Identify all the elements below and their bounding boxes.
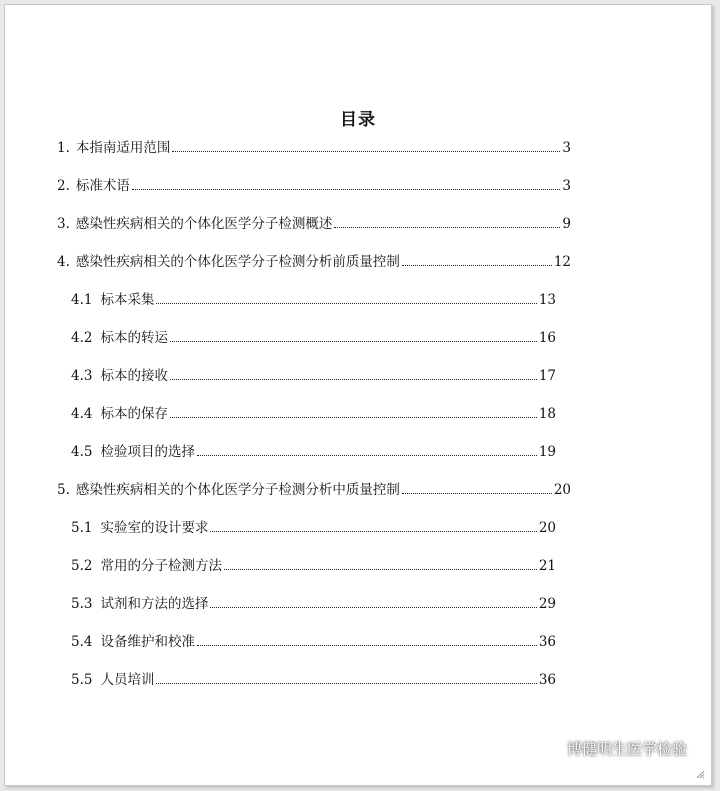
resize-grip-icon[interactable] [695, 769, 705, 779]
toc-entry-text: 人员培训 [100, 672, 155, 688]
toc-leader-dots [156, 683, 536, 684]
toc-entry[interactable] [71, 595, 556, 613]
toc-leader-dots [170, 417, 537, 418]
toc-entry-number: 2. [57, 178, 70, 194]
toc-entry[interactable] [71, 671, 556, 689]
toc-entry-text: 检验项目的选择 [100, 444, 195, 460]
toc-entry[interactable] [71, 443, 556, 461]
toc-entry-text: 感染性疾病相关的个体化医学分子检测分析中质量控制 [75, 482, 400, 498]
toc-entry-page: 3 [562, 140, 571, 156]
toc-entry-number: 5.1 [71, 520, 93, 536]
toc-entry-page: 12 [553, 254, 571, 270]
toc-entry-text: 标本的接收 [100, 368, 168, 384]
toc-entry-page: 20 [538, 520, 556, 536]
toc-entry-page: 9 [562, 216, 571, 232]
wechat-icon [539, 740, 561, 758]
toc-entry-number: 5. [57, 482, 70, 498]
toc-entry-text: 感染性疾病相关的个体化医学分子检测分析前质量控制 [75, 254, 400, 270]
toc-entry-text: 标本的保存 [100, 406, 168, 422]
toc-leader-dots [170, 341, 537, 342]
toc-entry-page: 21 [538, 558, 556, 574]
toc-title: 目录 [340, 110, 376, 130]
toc-entry[interactable] [57, 253, 571, 271]
watermark [539, 738, 687, 759]
toc-entry-number: 5.4 [71, 634, 93, 650]
toc-leader-dots [210, 531, 536, 532]
toc-entry[interactable] [71, 367, 556, 385]
toc-leader-dots [197, 645, 537, 646]
toc-entry-text: 常用的分子检测方法 [100, 558, 222, 574]
toc-leader-dots [170, 379, 537, 380]
toc-entry-text: 标本的转运 [100, 330, 168, 346]
toc-entry[interactable] [57, 177, 571, 195]
toc-entry[interactable] [71, 329, 556, 347]
toc-entry-text: 感染性疾病相关的个体化医学分子检测概述 [75, 216, 333, 232]
toc-leader-dots [402, 493, 552, 494]
toc-entry[interactable] [57, 215, 571, 233]
toc-leader-dots [132, 189, 561, 190]
toc-entry-text: 设备维护和校准 [100, 634, 195, 650]
toc-entry[interactable] [71, 557, 556, 575]
toc-entry-number: 4.4 [71, 406, 93, 422]
toc-entry-page: 36 [538, 634, 556, 650]
toc-entry[interactable] [71, 633, 556, 651]
toc-entry[interactable] [57, 481, 571, 499]
toc-entry-page: 3 [562, 178, 571, 194]
toc-leader-dots [172, 151, 560, 152]
toc-entry-text: 本指南适用范围 [75, 140, 171, 156]
toc-entry-page: 16 [538, 330, 556, 346]
toc-entry-number: 4.2 [71, 330, 93, 346]
toc-entry-text: 实验室的设计要求 [100, 520, 209, 536]
toc-entry-number: 4.5 [71, 444, 93, 460]
toc-entry[interactable] [71, 291, 556, 309]
document-page [4, 4, 712, 786]
toc-entry-page: 29 [538, 596, 556, 612]
toc-leader-dots [210, 607, 536, 608]
toc-entry-number: 3. [57, 216, 70, 232]
toc-entry-page: 19 [538, 444, 556, 460]
toc-entry-number: 1. [57, 140, 70, 156]
toc-entry-text: 试剂和方法的选择 [100, 596, 209, 612]
toc-entry-text: 标准术语 [75, 178, 130, 194]
toc-entry-number: 4. [57, 254, 70, 270]
toc-entry-page: 36 [538, 672, 556, 688]
toc-entry-number: 5.3 [71, 596, 93, 612]
toc-entry-page: 17 [538, 368, 556, 384]
watermark-text: 博健明生医学检验 [566, 740, 687, 758]
toc-leader-dots [224, 569, 537, 570]
toc-entry[interactable] [71, 405, 556, 423]
toc-entry-page: 13 [538, 292, 556, 308]
toc-entry-number: 4.3 [71, 368, 93, 384]
toc-leader-dots [402, 265, 552, 266]
toc-entry-page: 20 [553, 482, 571, 498]
toc-leader-dots [334, 227, 560, 228]
toc-entry[interactable] [57, 139, 571, 157]
toc-entry-number: 5.5 [71, 672, 93, 688]
toc-entry-page: 18 [538, 406, 556, 422]
toc-leader-dots [156, 303, 536, 304]
toc-entry-text: 标本采集 [100, 292, 155, 308]
toc-entry-number: 5.2 [71, 558, 93, 574]
toc-entry-number: 4.1 [71, 292, 93, 308]
toc-entry[interactable] [71, 519, 556, 537]
toc-leader-dots [197, 455, 537, 456]
